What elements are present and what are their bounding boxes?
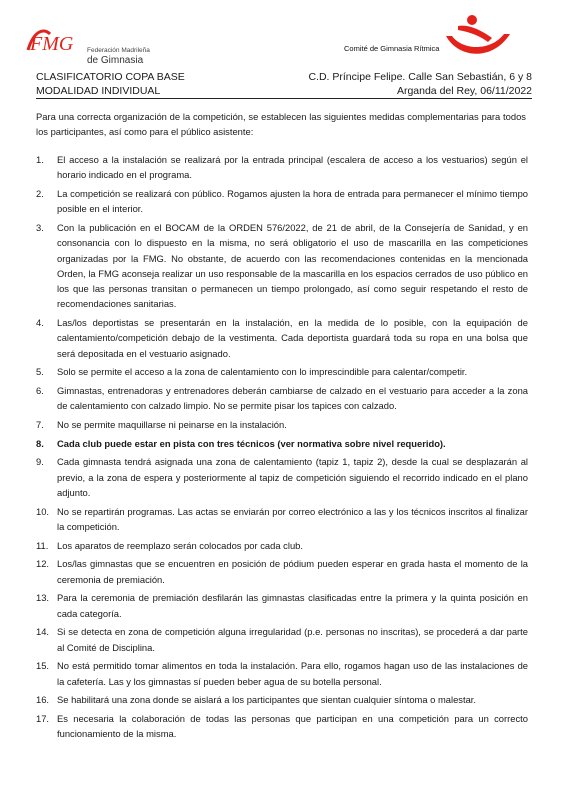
competition-modality: MODALIDAD INDIVIDUAL [36, 84, 161, 97]
list-item-text: Se habilitará una zona donde se aislará a los participantes que sientan cualquier síntoma o malestar. [57, 694, 477, 706]
list-item-text: Cada club puede estar en pista con tres técnicos (ver normativa sobre nivel requerido). [57, 437, 446, 449]
list-item [36, 624, 528, 655]
list-item [36, 590, 528, 621]
list-item-number: 15. [36, 660, 50, 672]
fmg-logo [24, 20, 164, 66]
list-item-number: 2. [36, 187, 44, 199]
list-item-text: Los aparatos de reemplazo serán colocados por cada club. [57, 539, 303, 551]
list-item [36, 538, 528, 553]
venue-date: Arganda del Rey, 06/11/2022 [396, 84, 532, 97]
committee-name: Comité de Gimnasia Rítmica [344, 44, 440, 53]
list-item-text: No está permitido tomar alimentos en toda la instalación. Para ello, rogamos hagan uso de las instalaciones de la cafetería. Las y los gimnastas sí pueden beber agua de su botella personal. [57, 660, 528, 687]
list-item [36, 436, 528, 451]
competition-info [36, 71, 185, 98]
list-item-text: Los/las gimnastas que se encuentren en posición de pódium pueden esperar en grada hasta el momento de la ceremonia de premiación. [57, 558, 528, 585]
list-item-number: 17. [36, 713, 50, 725]
list-item-number: 12. [36, 558, 50, 570]
list-item-number: 3. [36, 221, 44, 233]
list-item [36, 220, 528, 312]
intro-paragraph: Para una correcta organización de la competición, se establecen las siguientes medidas complementarias para todos los participantes, así como para el público asistente: [36, 111, 526, 137]
list-item [36, 417, 528, 432]
list-item-text: Es necesaria la colaboración de todas las personas que participan en una competición para un correcto funcionamiento de la misma. [57, 713, 528, 740]
list-item [36, 364, 528, 379]
list-item [36, 315, 528, 361]
list-item-number: 1. [36, 154, 44, 165]
rhythmic-gymnastics-logo [440, 12, 520, 62]
list-item-text: Para la ceremonia de premiación desfilarán las gimnastas clasificadas entre la primera y la quinta posición en cada categoría. [57, 592, 528, 619]
list-item-number: 14. [36, 626, 50, 638]
fmg-logo-text: FMG [30, 33, 74, 55]
list-item [36, 711, 528, 742]
list-item-text: La competición se realizará con público. Rogamos ajusten la hora de entrada para permanecer el mínimo tiempo posible en el interior. [57, 187, 528, 215]
rules-list [36, 152, 528, 745]
venue-address: C.D. Príncipe Felipe. Calle San Sebastián, 6 y 8 [308, 71, 532, 83]
list-item-text: El acceso a la instalación se realizará por la entrada principal (escalera de acceso a los vestuarios) según el horario indicado en el programa. [57, 154, 528, 181]
fmg-logo-mark [24, 20, 84, 56]
venue-info [308, 71, 532, 98]
list-item [36, 383, 528, 414]
list-item [36, 692, 528, 707]
header-divider [36, 98, 532, 99]
list-item-text: Cada gimnasta tendrá asignada una zona de calentamiento (tapiz 1, tapiz 2), desde la cual se desplazarán al previo, a la zona de espera y posteriormente al tapiz de competición siguiendo el recorrido indicado en el plano adjunto. [57, 456, 528, 499]
list-item-number: 8. [36, 437, 44, 449]
page-header [0, 0, 565, 70]
federation-name-line2: de Gimnasia [87, 55, 144, 66]
competition-name: CLASIFICATORIO COPA BASE [36, 71, 185, 83]
list-item-number: 16. [36, 694, 50, 706]
list-item [36, 556, 528, 587]
list-item-text: Con la publicación en el BOCAM de la ORDEN 576/2022, de 21 de abril, de la Consejería de Sanidad, y en consonancia con lo dispuesto en la misma, no será obligatorio el uso de mascarilla en las competiciones organizadas por la FMG. No obstante, de acuerdo con las recomendaciones contenidas en la mencionada Orden, la FMG aconseja realizar un uso responsable de la mascarilla en los espacios cerrados de uso público en los que las personas transitan o permanecen un tiempo prolongado, así como seguir respetando el resto de recomendaciones sanitarias. [57, 221, 528, 310]
list-item-text: Si se detecta en zona de competición alguna irregularidad (p.e. personas no inscritas), se procederá a dar parte al Comité de Disciplina. [57, 626, 528, 653]
list-item-number: 5. [36, 366, 44, 378]
list-item-text: No se repartirán programas. Las actas se enviarán por correo electrónico a las y los técnicos inscritos al finalizar la competición. [57, 505, 528, 533]
federation-name-line1: Federación Madrileña [87, 47, 150, 54]
list-item-text: Las/los deportistas se presentarán en la instalación, en la medida de lo posible, con la equipación de calentamiento/competición debajo de la vestimenta. Cada deportista guardará toda su ropa en una bolsa que será depositada en el vestuario asignado. [57, 317, 528, 359]
list-item-text: Solo se permite el acceso a la zona de calentamiento con lo imprescindible para calentar/competir. [57, 366, 468, 378]
list-item [36, 186, 528, 217]
list-item [36, 658, 528, 689]
list-item-number: 7. [36, 419, 44, 431]
list-item-text: Gimnastas, entrenadoras y entrenadores deberán cambiarse de calzado en el vestuario para acceder a la zona de calentamiento con calzado limpio. No se permite pisar los tapices con calzado. [57, 385, 528, 412]
list-item-number: 13. [36, 592, 50, 604]
list-item-number: 4. [36, 317, 44, 329]
list-item-number: 11. [36, 539, 49, 551]
list-item [36, 504, 528, 535]
list-item-number: 10. [36, 505, 50, 517]
list-item [36, 152, 528, 183]
list-item-text: No se permite maquillarse ni peinarse en la instalación. [57, 419, 287, 431]
list-item-number: 6. [36, 385, 44, 397]
list-item [36, 454, 528, 500]
list-item-number: 9. [36, 456, 44, 468]
